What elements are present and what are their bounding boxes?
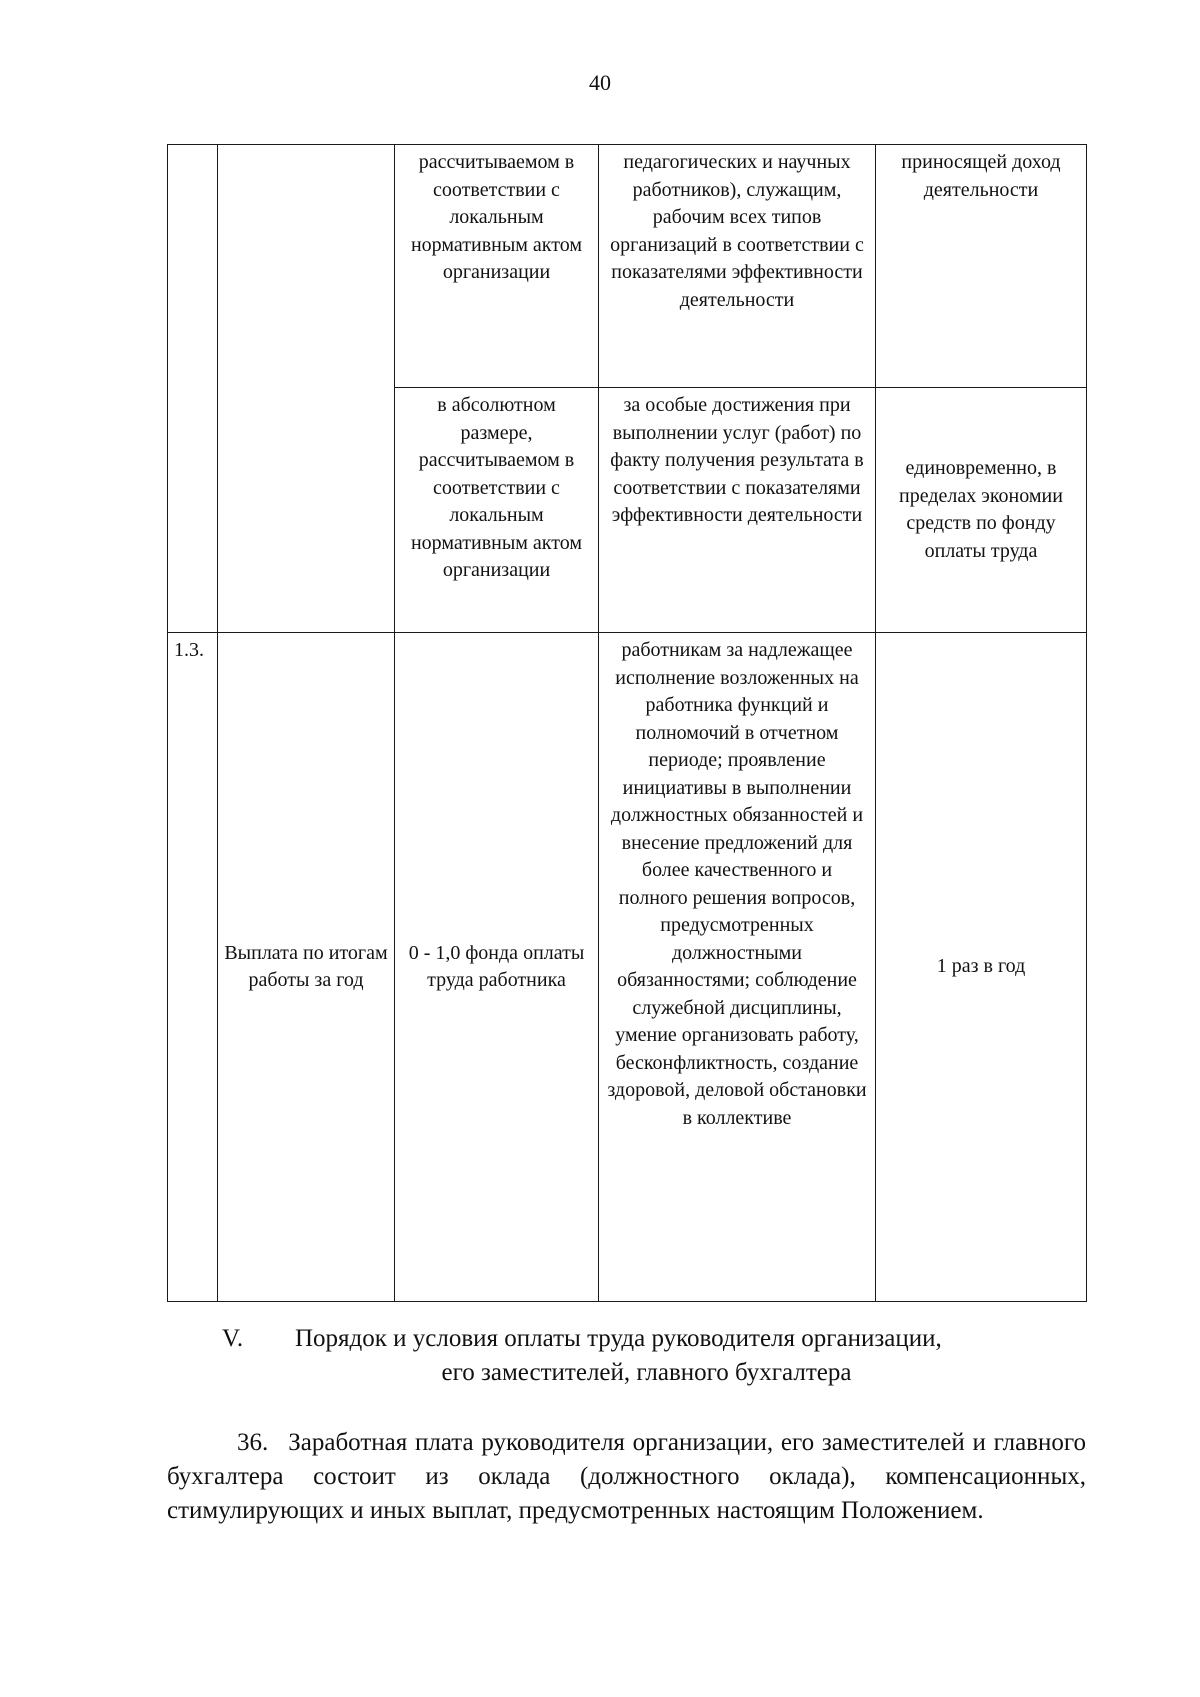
cell-frequency-1-3: 1 раз в год: [876, 633, 1087, 1302]
cell-name-continuation: [218, 145, 395, 633]
payments-table: [167, 144, 1087, 1302]
cell-name-1-3: Выплата по итогам работы за год: [218, 633, 395, 1302]
cell-amount-special: в абсолютном размере, рассчитываемом в соответствии с локальным нормативным актом организации: [395, 388, 599, 633]
section-title-line1: Порядок и условия оплаты труда руководителя организации,: [295, 1325, 942, 1352]
cell-num-continuation: [168, 145, 218, 633]
paragraph-36: [167, 1426, 1086, 1528]
section-number: V.: [222, 1325, 244, 1352]
section-heading: [167, 1322, 1086, 1390]
cell-amount-continuation: рассчитываемом в соответствии с локальным нормативным актом организации: [395, 145, 599, 388]
cell-condition-special: за особые достижения при выполнении услуг (работ) по факту получения результата в соответствии с показателями эффективности деятельности: [599, 388, 876, 633]
cell-frequency-special: единовременно, в пределах экономии средств по фонду оплаты труда: [876, 388, 1087, 633]
cell-frequency-continuation: приносящей доход деятельности: [876, 145, 1087, 388]
cell-condition-continuation: педагогических и научных работников), служащим, рабочим всех типов организаций в соответствии с показателями эффективности деятельности: [599, 145, 876, 388]
paragraph-text: Заработная плата руководителя организации, его заместителей и главного бухгалтера состоит из оклада (должностного оклада), компенсационных, стимулирующих и иных выплат, предусмотренных настоящим Положением.: [167, 1429, 1086, 1524]
cell-condition-1-3: работникам за надлежащее исполнение возложенных на работника функций и полномочий в отчетном периоде; проявление инициативы в выполнении должностных обязанностей и внесение предложений для более качественного и полного решения вопросов, предусмотренных должностными обязанностями; соблюдение служебной дисциплины, умение организовать работу, бесконфликтность, создание здоровой, деловой обстановки в коллективе: [599, 633, 876, 1302]
table-row-continuation: [168, 145, 1087, 388]
paragraph-number: 36.: [237, 1429, 269, 1456]
cell-amount-1-3: 0 - 1,0 фонда оплаты труда работника: [395, 633, 599, 1302]
table-row-1-3: [168, 633, 1087, 1302]
cell-num-1-3: 1.3.: [168, 633, 218, 1302]
page-number: 40: [589, 70, 611, 95]
section-title-line2: его заместителей, главного бухгалтера: [441, 1359, 852, 1386]
